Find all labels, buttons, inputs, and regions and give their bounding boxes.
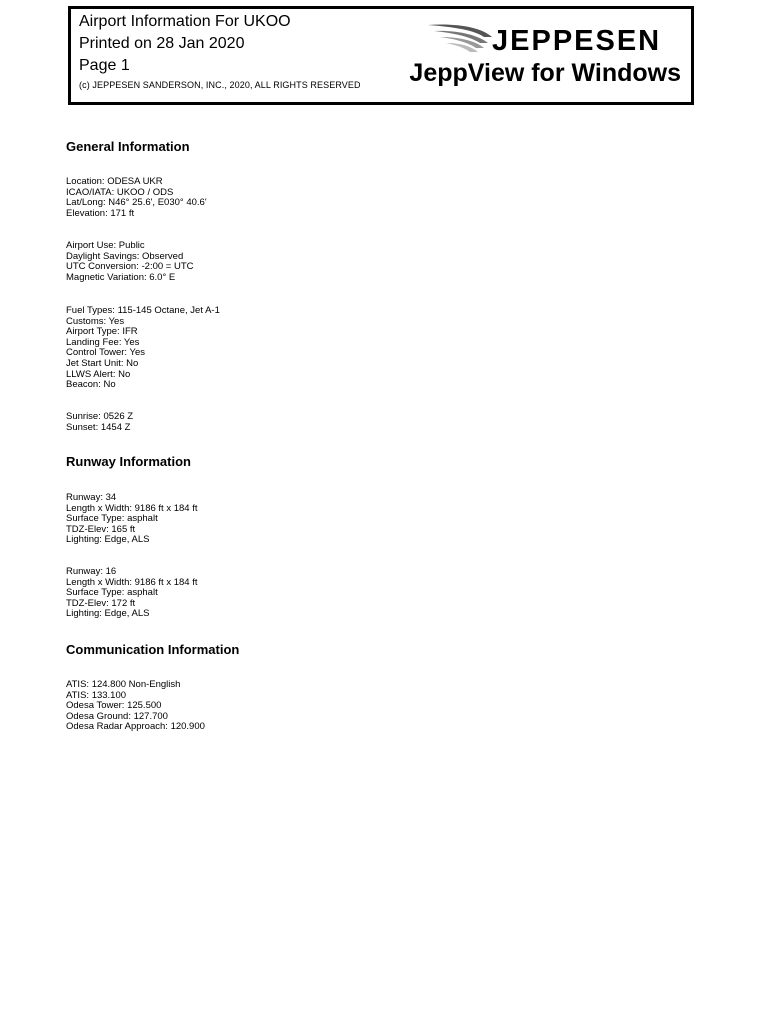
runway-34-surface: Surface Type: asphalt [66, 513, 158, 525]
magnetic-variation-line: Magnetic Variation: 6.0° E [66, 271, 176, 283]
frequencies-block [66, 680, 205, 733]
beacon-line: Beacon: No [66, 379, 116, 391]
runway-34-tdz-elev: TDZ-Elev: 165 ft [66, 523, 136, 535]
jet-start-unit-line: Jet Start Unit: No [66, 357, 139, 369]
odesa-radar-approach-line: Odesa Radar Approach: 120.900 [66, 721, 205, 733]
lat-long-line: Lat/Long: N46° 25.6', E030° 40.6' [66, 197, 207, 209]
communication-information-heading: Communication Information [66, 642, 240, 657]
runway-16-block [66, 567, 198, 620]
general-information-heading: General Information [66, 139, 190, 154]
runway-information-heading: Runway Information [66, 454, 191, 469]
copyright-notice: (c) JEPPESEN SANDERSON, INC., 2020, ALL RIGHTS RESERVED [79, 80, 361, 90]
runway-16-number: Runway: 16 [66, 566, 117, 577]
atis-line: ATIS: 133.100 [66, 689, 127, 701]
control-tower-line: Control Tower: Yes [66, 347, 146, 359]
icao-iata-line: ICAO/IATA: UKOO / ODS [66, 186, 174, 198]
runway-16-tdz-elev: TDZ-Elev: 172 ft [66, 597, 136, 609]
landing-fee-line: Landing Fee: Yes [66, 336, 140, 348]
location-line: Location: ODESA UKR [66, 176, 163, 187]
airport-use-block [66, 241, 194, 283]
runway-16-surface: Surface Type: asphalt [66, 587, 158, 599]
document-title: Airport Information For UKOO [79, 13, 291, 30]
sunrise-line: Sunrise: 0526 Z [66, 411, 134, 422]
sun-times-block [66, 412, 133, 433]
airport-use-line: Airport Use: Public [66, 240, 145, 251]
elevation-line: Elevation: 171 ft [66, 207, 135, 219]
fuel-types-line: Fuel Types: 115-145 Octane, Jet A-1 [66, 305, 220, 316]
runway-16-dimensions: Length x Width: 9186 ft x 184 ft [66, 576, 198, 588]
runway-16-lighting: Lighting: Edge, ALS [66, 608, 150, 620]
jeppesen-logo [426, 21, 676, 55]
runway-34-number: Runway: 34 [66, 492, 117, 503]
daylight-savings-line: Daylight Savings: Observed [66, 250, 184, 262]
product-name: JeppView for Windows [409, 59, 681, 87]
facilities-block [66, 306, 220, 391]
printed-date: Printed on 28 Jan 2020 [79, 35, 245, 52]
runway-34-dimensions: Length x Width: 9186 ft x 184 ft [66, 502, 198, 514]
runway-34-lighting: Lighting: Edge, ALS [66, 534, 150, 546]
odesa-tower-line: Odesa Tower: 125.500 [66, 700, 162, 712]
runway-34-block [66, 493, 198, 546]
svg-text:JEPPESEN: JEPPESEN [492, 25, 662, 55]
document-header [68, 6, 694, 105]
airport-type-line: Airport Type: IFR [66, 326, 138, 338]
customs-line: Customs: Yes [66, 315, 125, 327]
odesa-ground-line: Odesa Ground: 127.700 [66, 710, 168, 722]
utc-conversion-line: UTC Conversion: -2:00 = UTC [66, 261, 194, 273]
sunset-line: Sunset: 1454 Z [66, 421, 131, 433]
location-block [66, 177, 207, 219]
page-number: Page 1 [79, 57, 130, 74]
jeppesen-swoosh-icon [426, 21, 676, 55]
atis-non-english-line: ATIS: 124.800 Non-English [66, 679, 181, 690]
llws-alert-line: LLWS Alert: No [66, 368, 131, 380]
